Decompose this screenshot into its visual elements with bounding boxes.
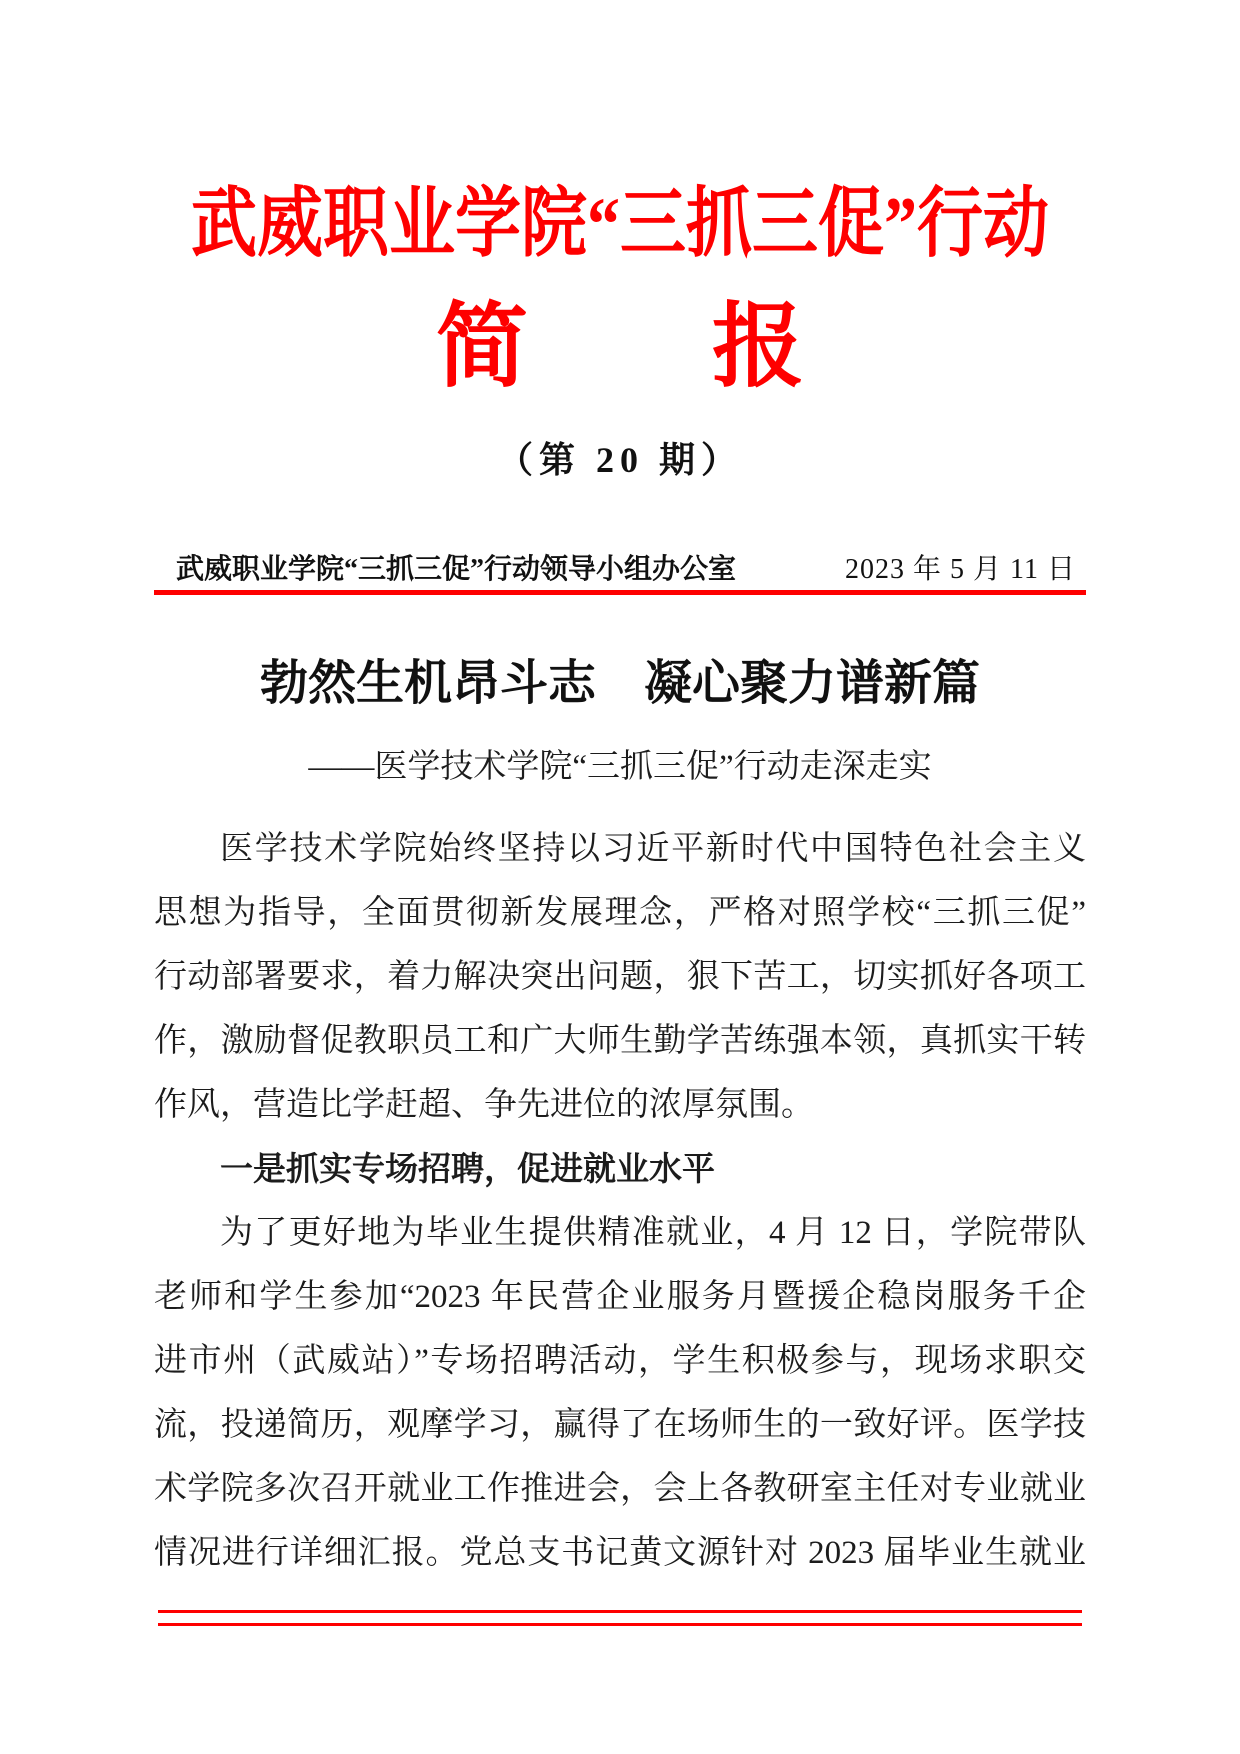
issuing-office: 武威职业学院“三抓三促”行动领导小组办公室 [176, 553, 737, 585]
body-line: 作，激励督促教职员工和广大师生勤学苦练强本领，真抓实干转 [154, 1022, 1086, 1059]
body-line: 流，投递简历，观摩学习，赢得了在场师生的一致好评。医学技 [154, 1406, 1086, 1443]
body-line: 进市州（武威站）”专场招聘活动，学生积极参与，现场求职交 [154, 1342, 1086, 1379]
article-body [154, 817, 1086, 1585]
masthead-title [154, 182, 1086, 267]
body-line: 情况进行详细汇报。党总支书记黄文源针对 2023 届毕业生就业 [154, 1534, 1086, 1571]
article-subtitle: ——医学技术学院“三抓三促”行动走深走实 [308, 748, 932, 785]
article [154, 655, 1086, 1584]
masthead-title-text: 武威职业学院“三抓三促”行动 [191, 182, 1049, 267]
footer-rule [158, 1610, 1082, 1626]
office-row [154, 552, 1086, 590]
body-line: 行动部署要求，着力解决突出问题，狠下苦工，切实抓好各项工 [154, 958, 1086, 995]
header-rule [154, 590, 1086, 595]
body-line: 术学院多次召开就业工作推进会，会上各教研室主任对专业就业 [154, 1470, 1086, 1507]
masthead [154, 182, 1086, 595]
body-line: 思想为指导，全面贯彻新发展理念，严格对照学校“三抓三促” [154, 894, 1086, 931]
body-line: 作风，营造比学赶超、争先进位的浓厚氛围。 [154, 1086, 814, 1123]
issue-date: 2023 年 5 月 11 日 [845, 553, 1076, 585]
body-line: 为了更好地为毕业生提供精准就业，4 月 12 日，学院带队 [220, 1214, 1086, 1251]
body-line: 老师和学生参加“2023 年民营企业服务月暨援企稳岗服务千企 [154, 1278, 1086, 1315]
article-title: 勃然生机昂斗志 凝心聚力谱新篇 [259, 657, 980, 711]
body-line: 医学技术学院始终坚持以习近平新时代中国特色社会主义 [220, 830, 1086, 867]
section-heading: 一是抓实专场招聘，促进就业水平 [220, 1149, 715, 1187]
masthead-wordmark: 简 报 [435, 296, 804, 399]
issue-number: （第 20 期） [496, 440, 743, 481]
page-content [0, 182, 1240, 1585]
